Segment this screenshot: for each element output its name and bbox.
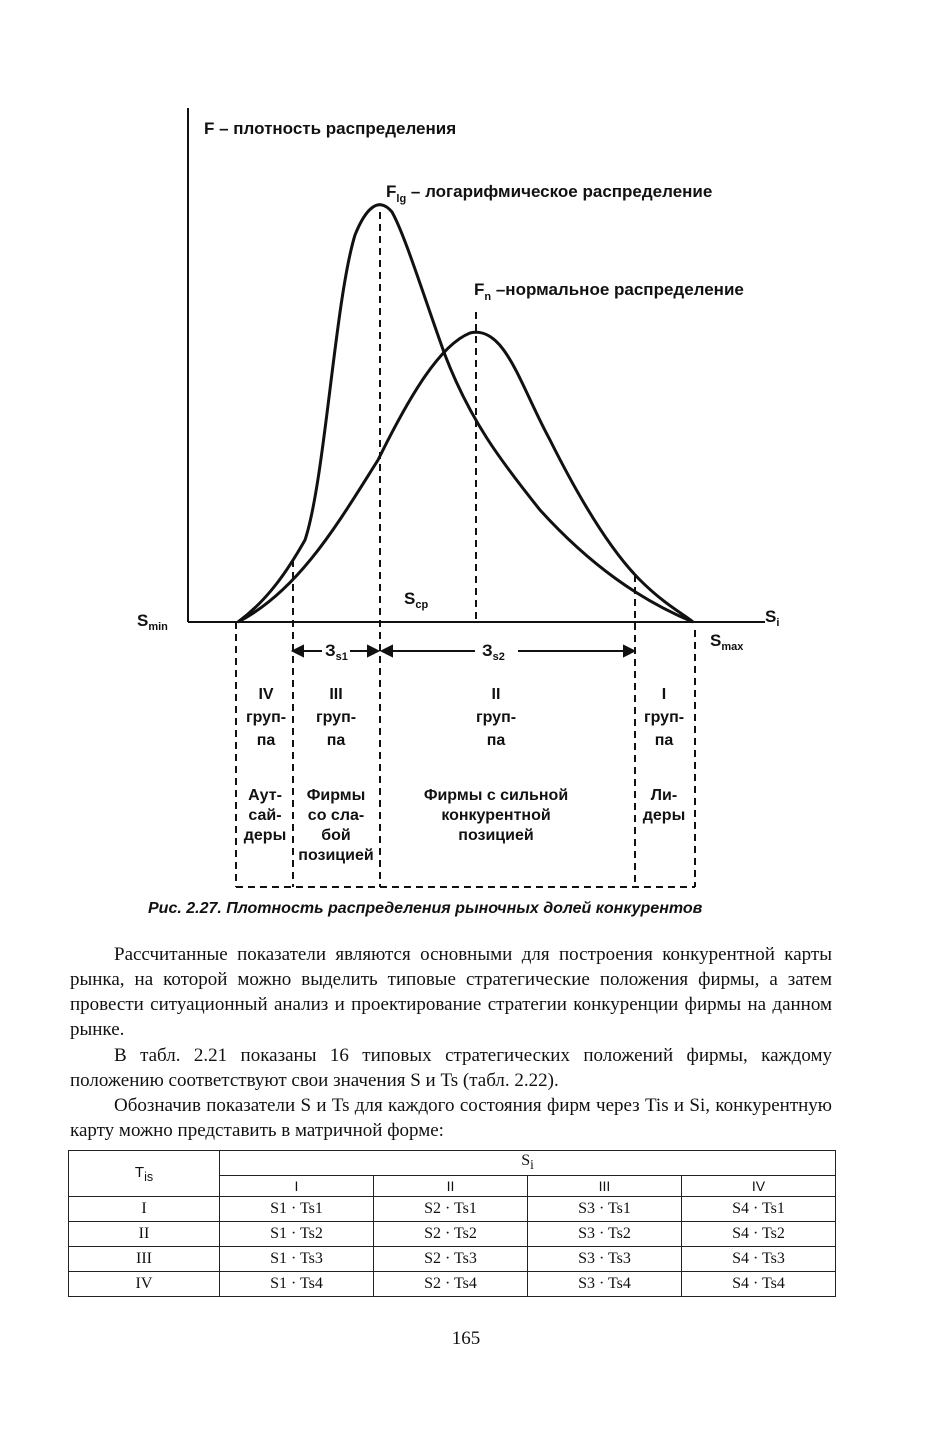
- svg-text:груп-: груп-: [245, 709, 287, 726]
- matrix-cell: S4 · Ts3: [682, 1247, 836, 1272]
- svg-text:сай-: сай-: [248, 807, 282, 824]
- svg-text:I: I: [661, 686, 667, 703]
- matrix-cell: S2 · Ts4: [374, 1272, 528, 1297]
- page-number: 165: [451, 1328, 481, 1349]
- matrix-corner-header: $T_{is}$: [69, 1151, 220, 1197]
- matrix-cell: S3 · Ts2: [528, 1222, 682, 1247]
- arrow-right-s1: [368, 646, 378, 656]
- matrix-col-header: III: [528, 1176, 682, 1197]
- matrix-cell: S1 · Ts2: [220, 1222, 374, 1247]
- paragraph-2: В табл. 2.21 показаны 16 типовых стратегических положений фирмы, каждому положению соответствуют свои значения S и Ts (табл. 2.22).: [70, 1045, 832, 1091]
- arrow-left-s1: [293, 646, 303, 656]
- svg-text:груп-: груп-: [643, 709, 685, 726]
- svg-text:позицией: позицией: [458, 827, 534, 844]
- matrix-cell: S3 · Ts4: [528, 1272, 682, 1297]
- svg-text:III: III: [329, 686, 343, 703]
- svg-text:па: па: [486, 732, 506, 749]
- arrow-left-s2: [382, 646, 392, 656]
- group-iii: [298, 686, 373, 864]
- svg-text:груп-: груп-: [315, 709, 357, 726]
- svg-text:деры: деры: [642, 807, 686, 824]
- table-row: [69, 1272, 836, 1297]
- svg-text:па: па: [654, 732, 674, 749]
- svg-text:позицией: позицией: [298, 847, 374, 864]
- y-axis-label: F – плотность распределения: [204, 119, 457, 138]
- figure-caption: Рис. 2.27. Плотность распределения рыночных долей конкурентов: [148, 900, 703, 917]
- svg-text:со сла-: со сла-: [307, 807, 365, 824]
- svg-text:бой: бой: [321, 827, 351, 844]
- svg-text:Фирмы с сильной: Фирмы с сильной: [423, 787, 569, 804]
- matrix-col-header: II: [374, 1176, 528, 1197]
- svg-text:па: па: [256, 732, 276, 749]
- svg-text:II: II: [491, 686, 501, 703]
- matrix-cell: S4 · Ts2: [682, 1222, 836, 1247]
- competitive-map-matrix: [68, 1150, 836, 1297]
- svg-text:Ли-: Ли-: [650, 787, 678, 804]
- z-s2-label: $З_{s2}$: [482, 641, 505, 663]
- s-i-label: $S_i$: [765, 607, 780, 629]
- matrix-cell: S3 · Ts3: [528, 1247, 682, 1272]
- matrix-cell: S3 · Ts1: [528, 1197, 682, 1222]
- s-cp-label: $S_{cp}$: [404, 589, 429, 611]
- matrix-cell: S1 · Ts1: [220, 1197, 374, 1222]
- group-iv: [244, 686, 287, 844]
- matrix-cell: S1 · Ts3: [220, 1247, 374, 1272]
- svg-text:конкурентной: конкурентной: [441, 807, 551, 824]
- svg-text:деры: деры: [243, 827, 287, 844]
- matrix-cell: S4 · Ts1: [682, 1197, 836, 1222]
- paragraph-1: Рассчитанные показатели являются основными для построения конкурентной карты рынка, на которой можно выделить типовые стратегические положения фирмы, а затем провести ситуационный анализ и проектирование стратегии конкуренции фирмы на данном рынке.: [70, 944, 832, 1040]
- normal-distribution-curve: [238, 332, 693, 622]
- log-curve-label: $F_{lg}$ – логарифмическое распределение: [386, 182, 713, 205]
- normal-curve-label: $F_n$ –нормальное распределение: [474, 280, 744, 303]
- svg-text:груп-: груп-: [475, 709, 517, 726]
- matrix-row-label: II: [69, 1222, 220, 1247]
- group-ii: [424, 686, 568, 844]
- matrix-cell: S2 · Ts3: [374, 1247, 528, 1272]
- svg-text:IV: IV: [258, 686, 274, 703]
- log-distribution-curve: [238, 205, 693, 622]
- matrix-cell: S2 · Ts1: [374, 1197, 528, 1222]
- paragraph-3: Обозначив показатели S и Ts для каждого состояния фирм через Tis и Si, конкурентную карту можно представить в матричной форме:: [70, 1095, 832, 1141]
- s-max-label: $S_{max}$: [710, 631, 744, 653]
- matrix-col-header: IV: [682, 1176, 836, 1197]
- s-min-label: $S_{min}$: [137, 611, 168, 633]
- svg-text:Аут-: Аут-: [248, 787, 282, 804]
- svg-text:Фирмы: Фирмы: [306, 787, 366, 804]
- matrix-col-header: I: [220, 1176, 374, 1197]
- table-row: [69, 1197, 836, 1222]
- arrow-right-s2: [624, 646, 634, 656]
- svg-text:па: па: [326, 732, 346, 749]
- table-row: [69, 1222, 836, 1247]
- matrix-cell: S2 · Ts2: [374, 1222, 528, 1247]
- z-s1-label: $З_{s1}$: [325, 641, 348, 663]
- matrix-row-label: I: [69, 1197, 220, 1222]
- table-row: [69, 1247, 836, 1272]
- matrix-cell: S1 · Ts4: [220, 1272, 374, 1297]
- matrix-cell: S4 · Ts4: [682, 1272, 836, 1297]
- group-i: [643, 686, 686, 824]
- matrix-top-header: $S_i$: [220, 1151, 836, 1176]
- matrix-row-label: IV: [69, 1272, 220, 1297]
- matrix-row-label: III: [69, 1247, 220, 1272]
